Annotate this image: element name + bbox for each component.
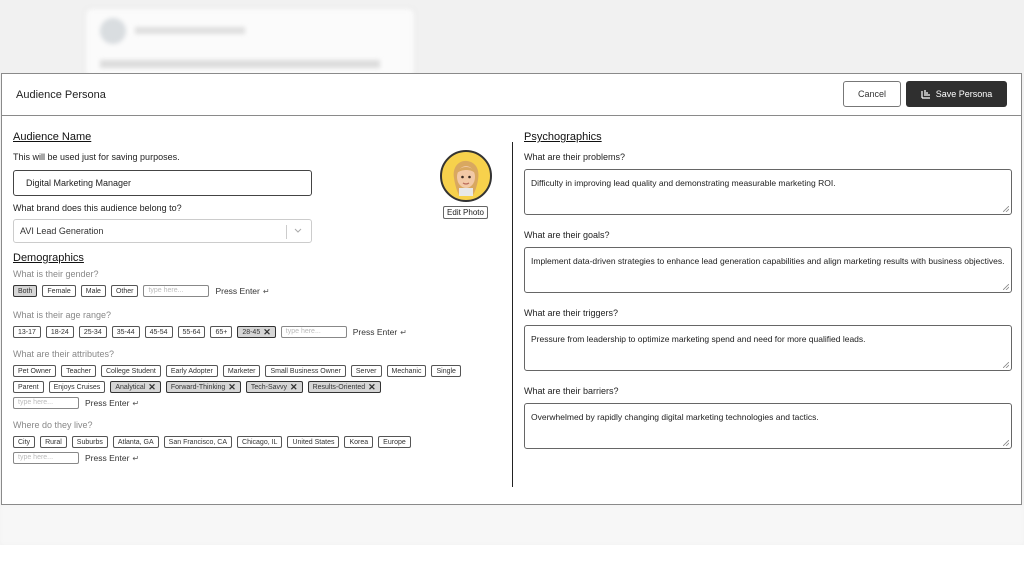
edit-photo-button[interactable]: Edit Photo bbox=[443, 206, 488, 219]
gender-question: What is their gender? bbox=[13, 269, 99, 279]
enter-key-icon: ↵ bbox=[400, 327, 407, 337]
chip-label: Single bbox=[436, 367, 456, 375]
resize-grip-icon[interactable] bbox=[1003, 440, 1009, 446]
background-footer bbox=[0, 505, 1024, 545]
psychographics-answer-textarea[interactable] bbox=[524, 169, 1012, 215]
chip-label: Teacher bbox=[66, 367, 91, 375]
brand-select-value: AVI Lead Generation bbox=[20, 226, 104, 236]
chip-label: 65+ bbox=[215, 328, 228, 336]
chip-label: San Francisco, CA bbox=[168, 438, 228, 446]
chip-65-[interactable] bbox=[210, 326, 232, 338]
chip-label: Europe bbox=[383, 438, 406, 446]
chip-label: 55-64 bbox=[182, 328, 201, 336]
chevron-down-icon bbox=[293, 225, 303, 237]
remove-chip-icon[interactable]: ✕ bbox=[263, 326, 271, 337]
left-column bbox=[13, 130, 503, 464]
brand-question: What brand does this audience belong to? bbox=[13, 203, 182, 213]
chip-label: Tech-Savvy bbox=[250, 383, 288, 391]
chip-label: Other bbox=[115, 287, 134, 295]
save-icon bbox=[921, 90, 931, 99]
chip-label: Rural bbox=[45, 438, 62, 446]
chip-forward-thinking[interactable] bbox=[166, 381, 241, 393]
audience-name-input[interactable]: Digital Marketing Manager bbox=[13, 170, 312, 196]
attributes-type-input[interactable]: type here... bbox=[13, 397, 79, 409]
psychographics-answer-textarea[interactable] bbox=[524, 325, 1012, 371]
enter-key-icon: ↵ bbox=[262, 286, 270, 296]
memoji-avatar-icon bbox=[446, 156, 486, 196]
psychographics-answer-text: Implement data-driven strategies to enhance lead generation capabilities and align marketing results with business objectives. bbox=[531, 256, 1005, 266]
chip-atlanta-ga[interactable] bbox=[113, 436, 159, 448]
cancel-button[interactable]: Cancel bbox=[843, 81, 901, 107]
age-question: What is their age range? bbox=[13, 310, 112, 320]
chip-label: Analytical bbox=[115, 383, 146, 391]
psychographics-answer-textarea[interactable] bbox=[524, 247, 1012, 293]
chip-single[interactable] bbox=[431, 365, 460, 377]
psychographics-answer-text: Overwhelmed by rapidly changing digital marketing technologies and tactics. bbox=[531, 412, 819, 422]
press-enter-hint: Press Enter bbox=[215, 286, 260, 296]
chip-label: Female bbox=[47, 287, 71, 295]
age-type-input[interactable]: type here... bbox=[281, 326, 347, 338]
demographics-title: Demographics bbox=[13, 252, 84, 264]
audience-persona-modal bbox=[1, 73, 1022, 505]
background-text-line bbox=[100, 60, 380, 68]
chip-label: Korea bbox=[349, 438, 369, 446]
chip-label: Marketer bbox=[227, 367, 256, 375]
audience-name-title: Audience Name bbox=[13, 131, 92, 143]
chip-label: Both bbox=[18, 287, 33, 295]
chip-results-oriented[interactable] bbox=[308, 381, 381, 393]
background-bottom-strip bbox=[0, 545, 1024, 576]
chip-college-student[interactable] bbox=[101, 365, 161, 377]
resize-grip-icon[interactable] bbox=[1003, 362, 1009, 368]
chip-25-34[interactable] bbox=[79, 326, 107, 338]
chip-europe[interactable] bbox=[378, 436, 411, 448]
chip-45-54[interactable] bbox=[145, 326, 173, 338]
press-enter-hint: Press Enter bbox=[352, 327, 398, 337]
location-type-input[interactable]: type here... bbox=[13, 452, 79, 464]
modal-title: Audience Persona bbox=[16, 88, 106, 101]
enter-key-icon: ↵ bbox=[132, 453, 140, 463]
chip-label: 18-24 bbox=[50, 328, 69, 336]
header-actions bbox=[843, 81, 1007, 107]
chip-label: Server bbox=[355, 367, 377, 375]
chip-label: Parent bbox=[18, 383, 39, 391]
chip-san-francisco-ca[interactable] bbox=[164, 436, 232, 448]
brand-select[interactable] bbox=[13, 219, 312, 243]
column-divider bbox=[512, 142, 513, 487]
resize-grip-icon[interactable] bbox=[1003, 284, 1009, 290]
type-here-wrap bbox=[143, 285, 269, 297]
chip-label: Pet Owner bbox=[18, 367, 52, 375]
chip-early-adopter[interactable] bbox=[166, 365, 218, 377]
chip-label: Suburbs bbox=[76, 438, 103, 446]
psychographics-question: What are their problems? bbox=[524, 152, 626, 162]
chip-label: 45-54 bbox=[149, 328, 168, 336]
chip-18-24[interactable] bbox=[46, 326, 74, 338]
psychographics-answer-textarea[interactable] bbox=[524, 403, 1012, 449]
chip-teacher[interactable] bbox=[61, 365, 96, 377]
chip-rural[interactable] bbox=[40, 436, 67, 448]
attributes-question: What are their attributes? bbox=[13, 349, 115, 359]
chip-28-45[interactable] bbox=[237, 326, 275, 338]
right-column bbox=[524, 130, 1012, 449]
save-persona-label: Save Persona bbox=[935, 89, 993, 99]
chip-label: 28-45 bbox=[242, 328, 261, 336]
chip-label: Small Business Owner bbox=[270, 367, 341, 375]
chip-united-states[interactable] bbox=[287, 436, 339, 448]
chip-35-44[interactable] bbox=[112, 326, 140, 338]
psychographics-answer-text: Difficulty in improving lead quality and demonstrating measurable marketing ROI. bbox=[531, 178, 836, 188]
chip-city[interactable] bbox=[13, 436, 35, 448]
chip-small-business-owner[interactable] bbox=[265, 365, 345, 377]
press-enter-hint: Press Enter bbox=[85, 398, 130, 408]
chip-13-17[interactable] bbox=[13, 326, 41, 338]
psychographics-question: What are their barriers? bbox=[524, 386, 619, 396]
type-here-wrap bbox=[13, 452, 139, 464]
chip-label: 35-44 bbox=[116, 328, 135, 336]
chip-tech-savvy[interactable] bbox=[246, 381, 303, 393]
remove-chip-icon[interactable]: ✕ bbox=[290, 381, 298, 392]
gender-chip-group bbox=[13, 285, 503, 297]
chip-enjoys-cruises[interactable] bbox=[49, 381, 106, 393]
chip-suburbs[interactable] bbox=[72, 436, 108, 448]
chip-label: 13-17 bbox=[18, 328, 36, 336]
press-enter-hint: Press Enter bbox=[85, 453, 130, 463]
background-text-line bbox=[135, 27, 245, 34]
psychographics-answer-text: Pressure from leadership to optimize marketing spend and need for more qualified leads. bbox=[531, 334, 866, 344]
location-question: Where do they live? bbox=[13, 420, 93, 430]
remove-chip-icon[interactable]: ✕ bbox=[368, 381, 376, 392]
audience-name-hint: This will be used just for saving purposes. bbox=[13, 152, 180, 162]
chip-parent[interactable] bbox=[13, 381, 44, 393]
location-chip-group bbox=[13, 436, 483, 464]
chip-label: Male bbox=[85, 287, 101, 295]
avatar bbox=[440, 150, 492, 202]
chip-55-64[interactable] bbox=[178, 326, 206, 338]
psychographics-list bbox=[524, 151, 1012, 449]
chip-server[interactable] bbox=[351, 365, 382, 377]
chip-other[interactable] bbox=[111, 285, 139, 297]
modal-header bbox=[2, 74, 1021, 116]
chip-label: Chicago, IL bbox=[242, 438, 278, 446]
chip-label: Forward-Thinking bbox=[170, 383, 226, 391]
chip-female[interactable] bbox=[42, 285, 75, 297]
attributes-chip-group bbox=[13, 365, 493, 409]
chip-analytical[interactable] bbox=[110, 381, 161, 393]
type-here-wrap bbox=[281, 326, 407, 338]
type-here-wrap bbox=[13, 397, 139, 409]
resize-grip-icon[interactable] bbox=[1003, 206, 1009, 212]
psychographics-question: What are their triggers? bbox=[524, 308, 619, 318]
remove-chip-icon[interactable]: ✕ bbox=[148, 381, 156, 392]
chip-label: City bbox=[18, 438, 31, 446]
chip-chicago-il[interactable] bbox=[237, 436, 282, 448]
chip-label: Enjoys Cruises bbox=[53, 383, 101, 391]
photo-section bbox=[438, 150, 493, 220]
age-chip-group bbox=[13, 326, 503, 338]
chip-label: Mechanic bbox=[391, 367, 422, 375]
remove-chip-icon[interactable]: ✕ bbox=[228, 381, 236, 392]
gender-type-input[interactable]: type here... bbox=[143, 285, 209, 297]
chip-label: Results-Oriented bbox=[312, 383, 366, 391]
chip-mechanic[interactable] bbox=[387, 365, 427, 377]
chip-label: 25-34 bbox=[83, 328, 102, 336]
chip-label: Atlanta, GA bbox=[117, 438, 154, 446]
enter-key-icon: ↵ bbox=[132, 398, 140, 408]
chip-marketer[interactable] bbox=[223, 365, 261, 377]
psychographics-title: Psychographics bbox=[524, 131, 602, 143]
background-avatar bbox=[100, 18, 126, 44]
save-persona-button[interactable] bbox=[906, 81, 1007, 107]
chip-both[interactable] bbox=[13, 285, 37, 297]
chip-label: Early Adopter bbox=[170, 367, 213, 375]
chip-label: College Student bbox=[105, 367, 156, 375]
chip-pet-owner[interactable] bbox=[13, 365, 56, 377]
chip-label: United States bbox=[292, 438, 335, 446]
chip-male[interactable] bbox=[81, 285, 106, 297]
psychographics-question: What are their goals? bbox=[524, 230, 610, 240]
select-separator bbox=[286, 225, 287, 239]
chip-korea[interactable] bbox=[344, 436, 373, 448]
